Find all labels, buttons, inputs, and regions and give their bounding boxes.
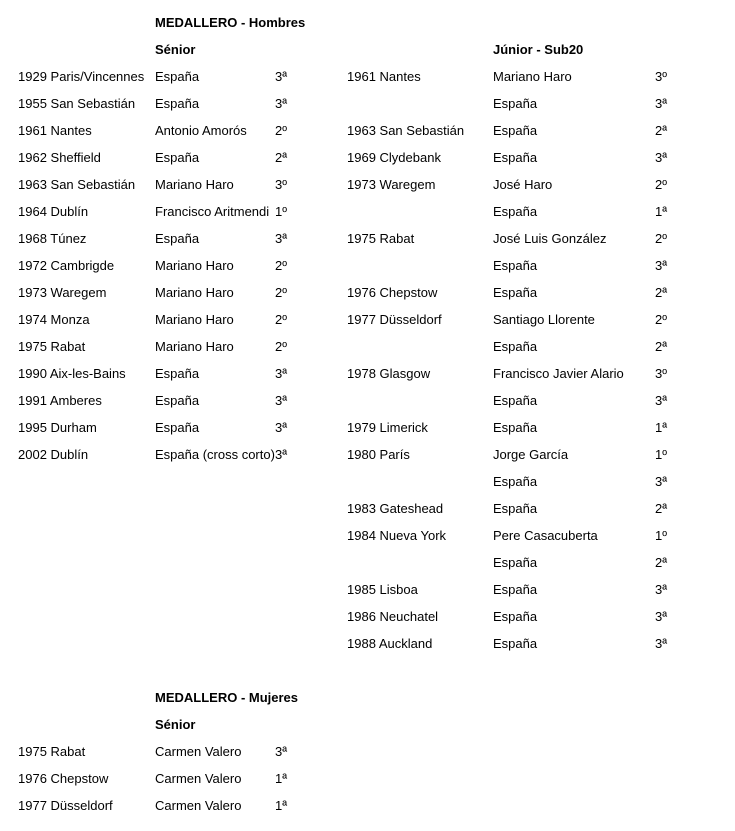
women-senior-row-venue-year-cell: 1977 Düsseldorf bbox=[18, 798, 113, 813]
men-senior-row-medal-position-cell: 2º bbox=[275, 339, 287, 354]
men-junior-row-athlete-team-cell: España bbox=[493, 285, 538, 300]
men-senior-row-athlete-team-cell: España bbox=[155, 69, 200, 84]
men-junior-row-medal-position-cell: 2ª bbox=[655, 501, 668, 516]
men-junior-row-venue-year-cell: 1979 Limerick bbox=[347, 420, 428, 435]
men-junior-row-medal-position-cell: 2º bbox=[655, 312, 667, 327]
men-senior-row-athlete-team-cell: Mariano Haro bbox=[155, 177, 234, 192]
men-junior-row-venue-year-cell: 1973 Waregem bbox=[347, 177, 436, 192]
men-junior-row-medal-position-cell: 1º bbox=[655, 528, 667, 543]
men-senior-row-athlete-team-cell: Antonio Amorós bbox=[155, 123, 247, 138]
men-senior-row-medal-position-cell: 2ª bbox=[275, 150, 288, 165]
men-senior-row-athlete-team-cell: España bbox=[155, 150, 200, 165]
men-junior-row-athlete-team-cell: España bbox=[493, 609, 538, 624]
men-senior-row-medal-position-cell: 2º bbox=[275, 312, 287, 327]
men-senior-row-athlete-team-cell: Francisco Aritmendi bbox=[155, 204, 270, 219]
men-junior-row-medal-position-cell: 3ª bbox=[655, 636, 668, 651]
men-junior-row-venue-year-cell: 1978 Glasgow bbox=[347, 366, 431, 381]
men-senior-row-athlete-team-cell: España bbox=[155, 420, 200, 435]
men-senior-row-medal-position-cell: 3ª bbox=[275, 447, 288, 462]
men-senior-row-medal-position-cell: 3ª bbox=[275, 96, 288, 111]
men-junior-row-venue-year-cell: 1988 Auckland bbox=[347, 636, 433, 651]
men-junior-row-athlete-team-cell: España bbox=[493, 339, 538, 354]
men-junior-row-venue-year-cell: 1983 Gateshead bbox=[347, 501, 444, 516]
men-senior-row-athlete-team-cell: España (cross corto) bbox=[155, 447, 275, 462]
men-junior-row-athlete-team-cell: España bbox=[493, 474, 538, 489]
men-junior-row-medal-position-cell: 1ª bbox=[655, 204, 668, 219]
men-senior-row-athlete-team-cell: España bbox=[155, 231, 200, 246]
men-senior-row-medal-position-cell: 3ª bbox=[275, 393, 288, 408]
men-junior-row-medal-position-cell: 2ª bbox=[655, 555, 668, 570]
women-senior-row-medal-position-cell: 1ª bbox=[275, 771, 288, 786]
men-junior-row-medal-position-cell: 3ª bbox=[655, 393, 668, 408]
women-senior-row-athlete-team-cell: Carmen Valero bbox=[155, 744, 242, 759]
men-junior-row-venue-year-cell: 1986 Neuchatel bbox=[347, 609, 439, 624]
men-senior-row-venue-year-cell: 1990 Aix-les-Bains bbox=[18, 366, 126, 381]
men-junior-row-athlete-team-cell: España bbox=[493, 636, 538, 651]
men-senior-row-venue-year-cell: 2002 Dublín bbox=[18, 447, 89, 462]
men-junior-row-athlete-team-cell: España bbox=[493, 501, 538, 516]
men-senior-row-athlete-team-cell: Mariano Haro bbox=[155, 339, 234, 354]
men-medal-title: MEDALLERO - Hombres bbox=[155, 15, 306, 30]
women-senior-row-athlete-team-cell: Carmen Valero bbox=[155, 771, 242, 786]
men-junior-row-athlete-team-cell: Jorge García bbox=[493, 447, 569, 462]
men-senior-row-venue-year-cell: 1995 Durham bbox=[18, 420, 97, 435]
men-senior-row-venue-year-cell: 1968 Túnez bbox=[18, 231, 87, 246]
men-senior-row-medal-position-cell: 2º bbox=[275, 258, 287, 273]
men-junior-row-athlete-team-cell: Santiago Llorente bbox=[493, 312, 595, 327]
men-senior-row-medal-position-cell: 3ª bbox=[275, 231, 288, 246]
men-junior-row-athlete-team-cell: España bbox=[493, 420, 538, 435]
men-senior-row-athlete-team-cell: Mariano Haro bbox=[155, 285, 234, 300]
men-junior-row-medal-position-cell: 2º bbox=[655, 231, 667, 246]
men-junior-row-medal-position-cell: 3ª bbox=[655, 474, 668, 489]
men-junior-row-athlete-team-cell: España bbox=[493, 123, 538, 138]
men-junior-row-medal-position-cell: 2ª bbox=[655, 123, 668, 138]
men-junior-row-athlete-team-cell: Pere Casacuberta bbox=[493, 528, 598, 543]
men-senior-row-venue-year-cell: 1929 Paris/Vincennes bbox=[18, 69, 145, 84]
women-medal-title: MEDALLERO - Mujeres bbox=[155, 690, 299, 705]
men-senior-row-venue-year-cell: 1972 Cambrigde bbox=[18, 258, 115, 273]
men-junior-row-athlete-team-cell: Mariano Haro bbox=[493, 69, 572, 84]
men-junior-row-venue-year-cell: 1977 Düsseldorf bbox=[347, 312, 442, 327]
men-senior-row-venue-year-cell: 1973 Waregem bbox=[18, 285, 107, 300]
men-junior-row-athlete-team-cell: España bbox=[493, 150, 538, 165]
men-senior-row-venue-year-cell: 1955 San Sebastián bbox=[18, 96, 136, 111]
men-junior-row-athlete-team-cell: José Luis González bbox=[493, 231, 607, 246]
men-senior-row-athlete-team-cell: España bbox=[155, 366, 200, 381]
men-junior-row-venue-year-cell: 1980 París bbox=[347, 447, 410, 462]
men-senior-row-venue-year-cell: 1975 Rabat bbox=[18, 339, 86, 354]
men-senior-row-medal-position-cell: 2º bbox=[275, 285, 287, 300]
men-junior-row-medal-position-cell: 3ª bbox=[655, 96, 668, 111]
men-junior-row-medal-position-cell: 1º bbox=[655, 447, 667, 462]
men-junior-row-medal-position-cell: 2ª bbox=[655, 339, 668, 354]
men-junior-row-medal-position-cell: 1ª bbox=[655, 420, 668, 435]
men-junior-row-venue-year-cell: 1969 Clydebank bbox=[347, 150, 441, 165]
men-junior-row-athlete-team-cell: España bbox=[493, 582, 538, 597]
men-junior-row-medal-position-cell: 3º bbox=[655, 366, 667, 381]
women-senior-row-medal-position-cell: 3ª bbox=[275, 744, 288, 759]
men-senior-row-venue-year-cell: 1991 Amberes bbox=[18, 393, 102, 408]
men-senior-row-athlete-team-cell: Mariano Haro bbox=[155, 312, 234, 327]
men-junior-row-venue-year-cell: 1984 Nueva York bbox=[347, 528, 447, 543]
men-junior-row-venue-year-cell: 1975 Rabat bbox=[347, 231, 415, 246]
men-senior-row-athlete-team-cell: Mariano Haro bbox=[155, 258, 234, 273]
women-senior-row-venue-year-cell: 1975 Rabat bbox=[18, 744, 86, 759]
men-senior-row-venue-year-cell: 1963 San Sebastián bbox=[18, 177, 136, 192]
men-junior-row-medal-position-cell: 3ª bbox=[655, 609, 668, 624]
men-junior-row-athlete-team-cell: España bbox=[493, 96, 538, 111]
women-senior-row-medal-position-cell: 1ª bbox=[275, 798, 288, 813]
men-junior-row-athlete-team-cell: España bbox=[493, 258, 538, 273]
men-junior-row-athlete-team-cell: España bbox=[493, 555, 538, 570]
men-senior-row-medal-position-cell: 2º bbox=[275, 123, 287, 138]
men-junior-row-medal-position-cell: 3ª bbox=[655, 582, 668, 597]
men-junior-row-venue-year-cell: 1976 Chepstow bbox=[347, 285, 438, 300]
men-senior-row-venue-year-cell: 1964 Dublín bbox=[18, 204, 89, 219]
men-junior-row-venue-year-cell: 1985 Lisboa bbox=[347, 582, 418, 597]
men-senior-row-medal-position-cell: 3º bbox=[275, 177, 287, 192]
men-senior-row-athlete-team-cell: España bbox=[155, 96, 200, 111]
men-junior-row-athlete-team-cell: Francisco Javier Alario bbox=[493, 366, 624, 381]
men-junior-row-medal-position-cell: 3ª bbox=[655, 258, 668, 273]
men-senior-row-medal-position-cell: 1º bbox=[275, 204, 287, 219]
men-junior-row-athlete-team-cell: España bbox=[493, 393, 538, 408]
men-junior-row-medal-position-cell: 2º bbox=[655, 177, 667, 192]
men-senior-heading: Sénior bbox=[155, 42, 196, 57]
women-senior-heading: Sénior bbox=[155, 717, 196, 732]
women-senior-row-athlete-team-cell: Carmen Valero bbox=[155, 798, 242, 813]
men-senior-row-venue-year-cell: 1962 Sheffield bbox=[18, 150, 101, 165]
men-junior-row-athlete-team-cell: España bbox=[493, 204, 538, 219]
men-senior-row-athlete-team-cell: España bbox=[155, 393, 200, 408]
men-senior-row-venue-year-cell: 1961 Nantes bbox=[18, 123, 92, 138]
men-junior-row-venue-year-cell: 1961 Nantes bbox=[347, 69, 421, 84]
men-junior-heading: Júnior - Sub20 bbox=[493, 42, 584, 57]
men-senior-row-venue-year-cell: 1974 Monza bbox=[18, 312, 90, 327]
men-senior-row-medal-position-cell: 3ª bbox=[275, 69, 288, 84]
men-senior-row-medal-position-cell: 3ª bbox=[275, 366, 288, 381]
men-senior-row-medal-position-cell: 3ª bbox=[275, 420, 288, 435]
men-junior-row-athlete-team-cell: José Haro bbox=[493, 177, 553, 192]
men-junior-row-venue-year-cell: 1963 San Sebastián bbox=[347, 123, 465, 138]
men-junior-row-medal-position-cell: 2ª bbox=[655, 285, 668, 300]
women-senior-row-venue-year-cell: 1976 Chepstow bbox=[18, 771, 109, 786]
men-junior-row-medal-position-cell: 3º bbox=[655, 69, 667, 84]
men-junior-row-medal-position-cell: 3ª bbox=[655, 150, 668, 165]
